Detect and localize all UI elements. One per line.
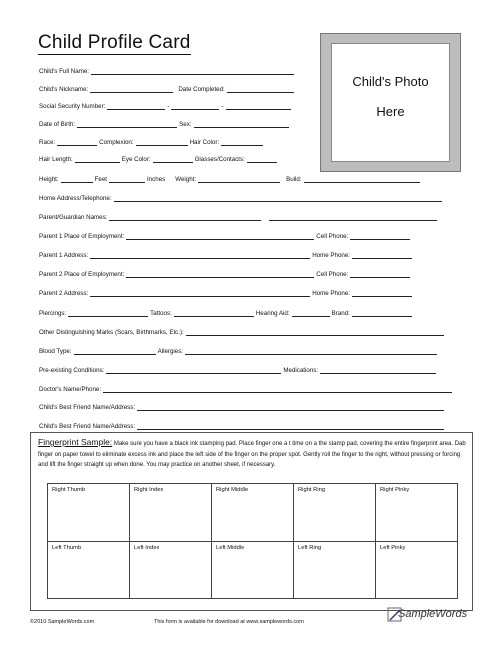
copyright-text: ©2010 SampleWords.com (30, 619, 95, 625)
best-friend-1-field[interactable] (137, 403, 444, 411)
height-inches-field[interactable] (109, 175, 145, 183)
best-friend-2-label: Child's Best Friend Name/Address: (39, 423, 136, 430)
complexion-field[interactable] (136, 138, 188, 146)
weight-label: Weight: (175, 176, 197, 183)
p1-home-phone-field[interactable] (352, 251, 412, 259)
right-middle-cell[interactable]: Right Middle (212, 484, 294, 542)
glasses-label: Glasses/Contacts: (194, 156, 245, 163)
allergies-label: Allergies: (157, 348, 184, 355)
right-pinky-cell[interactable]: Right Pinky (376, 484, 458, 542)
row-race (39, 136, 265, 146)
row-best-friend-2 (39, 420, 446, 430)
medications-field[interactable] (320, 366, 436, 374)
brand-label: Brand: (331, 310, 350, 317)
guardian-name-2-field[interactable] (269, 213, 437, 221)
row-piercings (39, 307, 414, 317)
glasses-field[interactable] (247, 155, 277, 163)
p2-employment-label: Parent 2 Place of Employment: (39, 271, 125, 278)
hair-color-field[interactable] (221, 138, 263, 146)
p2-employment-field[interactable] (126, 270, 314, 278)
p1-cell-phone-label: Cell Phone: (316, 233, 349, 240)
p1-employment-field[interactable] (126, 232, 314, 240)
full-name-label: Child's Full Name: (39, 68, 90, 75)
row-doctor (39, 383, 454, 393)
doctor-field[interactable] (103, 385, 452, 393)
row-preexisting (39, 364, 438, 374)
row-height (39, 173, 422, 183)
fingerprint-heading: Fingerprint Sample: (38, 437, 113, 447)
row-p1-address (39, 249, 414, 259)
page-title: Child Profile Card (38, 32, 191, 53)
p2-address-label: Parent 2 Address: (39, 290, 89, 297)
ssn-part1-field[interactable] (107, 102, 165, 110)
allergies-field[interactable] (185, 347, 437, 355)
right-thumb-cell[interactable]: Right Thumb (48, 484, 130, 542)
ssn-label: Social Security Number: (39, 103, 106, 110)
left-index-cell[interactable]: Left Index (130, 541, 212, 599)
best-friend-1-label: Child's Best Friend Name/Address: (39, 404, 136, 411)
ssn-dash-1: - (167, 103, 170, 110)
sex-label: Sex: (179, 121, 192, 128)
guardian-names-label: Parent/Guardian Names: (39, 214, 108, 221)
p1-cell-phone-field[interactable] (350, 232, 410, 240)
doctor-label: Doctor's Name/Phone: (39, 386, 102, 393)
fingerprint-row-right (48, 484, 458, 542)
guardian-name-1-field[interactable] (109, 213, 261, 221)
other-marks-label: Other Distinguishing Marks (Scars, Birthmarks, Etc.): (39, 329, 184, 336)
download-note: This form is available for download at www.samplewords.com (154, 619, 304, 625)
row-dob (39, 118, 291, 128)
row-guardian-names (39, 211, 439, 221)
row-blood-type (39, 345, 439, 355)
height-feet-field[interactable] (61, 175, 93, 183)
blood-type-label: Blood Type: (39, 348, 72, 355)
complexion-label: Complexion: (99, 139, 134, 146)
row-p2-employment (39, 268, 412, 278)
hearing-aid-field[interactable] (292, 309, 330, 317)
brand-field[interactable] (352, 309, 412, 317)
hair-length-label: Hair Length: (39, 156, 73, 163)
ssn-part3-field[interactable] (226, 102, 291, 110)
fingerprint-row-left (48, 541, 458, 599)
left-pinky-cell[interactable]: Left Pinky (376, 541, 458, 599)
preexisting-label: Pre-existing Conditions: (39, 367, 105, 374)
nickname-label: Child's Nickname: (39, 86, 89, 93)
weight-field[interactable] (198, 175, 280, 183)
photo-label-line1: Child's Photo (352, 74, 429, 89)
preexisting-field[interactable] (106, 366, 281, 374)
child-profile-card (22, 28, 478, 628)
sex-field[interactable] (194, 120, 289, 128)
build-field[interactable] (304, 175, 420, 183)
ssn-part2-field[interactable] (171, 102, 219, 110)
nickname-field[interactable] (90, 85, 173, 93)
feet-label: Feet (94, 176, 107, 183)
other-marks-field[interactable] (186, 328, 444, 336)
p1-home-phone-label: Home Phone: (312, 252, 351, 259)
race-label: Race: (39, 139, 56, 146)
p2-address-field[interactable] (90, 289, 310, 297)
photo-placeholder (331, 43, 450, 162)
eye-color-field[interactable] (153, 155, 193, 163)
height-label: Height: (39, 176, 59, 183)
race-field[interactable] (57, 138, 97, 146)
photo-label-line2: Here (376, 104, 405, 119)
piercings-label: Piercings: (39, 310, 67, 317)
row-other-marks (39, 326, 446, 336)
dob-field[interactable] (77, 120, 177, 128)
photo-frame (320, 33, 461, 172)
eye-color-label: Eye Color: (121, 156, 151, 163)
left-ring-cell[interactable]: Left Ring (294, 541, 376, 599)
blood-type-field[interactable] (74, 347, 156, 355)
home-address-label: Home Address/Telephone: (39, 195, 112, 202)
right-ring-cell[interactable]: Right Ring (294, 484, 376, 542)
row-home-address (39, 192, 444, 202)
piercings-field[interactable] (68, 309, 148, 317)
medications-label: Medications: (283, 367, 319, 374)
hair-color-label: Hair Color: (189, 139, 220, 146)
right-index-cell[interactable]: Right Index (130, 484, 212, 542)
fingerprint-instructions: Make sure you have a black ink stamping pad. Place finger one a t time on a the stamp pad, covering the entire fingerprint area. Dab finger on paper towel to eliminate excess ink and place the left side of the finger on the proper spot. Gently roll the finger to the right, without pressing or forcing and lift the finger straight up when done. You may practice on another sheet, if necessary. (38, 441, 466, 468)
p1-address-field[interactable] (90, 251, 310, 259)
best-friend-2-field[interactable] (137, 422, 444, 430)
date-completed-field[interactable] (227, 85, 294, 93)
p1-employment-label: Parent 1 Place of Employment: (39, 233, 125, 240)
tattoos-field[interactable] (174, 309, 254, 317)
inches-label: Inches (147, 176, 166, 183)
full-name-field[interactable] (91, 67, 294, 75)
pen-icon (387, 607, 403, 623)
p2-cell-phone-field[interactable] (350, 270, 410, 278)
fingerprint-section (30, 432, 473, 611)
p2-cell-phone-label: Cell Phone: (316, 271, 349, 278)
home-address-field[interactable] (114, 194, 442, 202)
samplewords-logo (388, 608, 467, 620)
row-nickname (39, 83, 296, 93)
fingerprint-instructions-block (38, 437, 466, 471)
dob-label: Date of Birth: (39, 121, 76, 128)
row-full-name (39, 65, 296, 75)
p1-address-label: Parent 1 Address: (39, 252, 89, 259)
p2-home-phone-field[interactable] (352, 289, 412, 297)
hair-length-field[interactable] (75, 155, 120, 163)
ssn-dash-2: - (221, 103, 224, 110)
logo-text: SampleWords (398, 608, 468, 620)
left-middle-cell[interactable]: Left Middle (212, 541, 294, 599)
date-completed-label: Date Completed: (178, 86, 225, 93)
build-label: Build: (286, 176, 302, 183)
row-p1-employment (39, 230, 412, 240)
hearing-aid-label: Hearing Aid: (255, 310, 290, 317)
fingerprint-grid (47, 483, 458, 599)
p2-home-phone-label: Home Phone: (312, 290, 351, 297)
row-p2-address (39, 287, 414, 297)
row-ssn (39, 100, 293, 110)
row-best-friend-1 (39, 401, 446, 411)
left-thumb-cell[interactable]: Left Thumb (48, 541, 130, 599)
tattoos-label: Tattoos: (150, 310, 172, 317)
row-hair-length (39, 153, 279, 163)
